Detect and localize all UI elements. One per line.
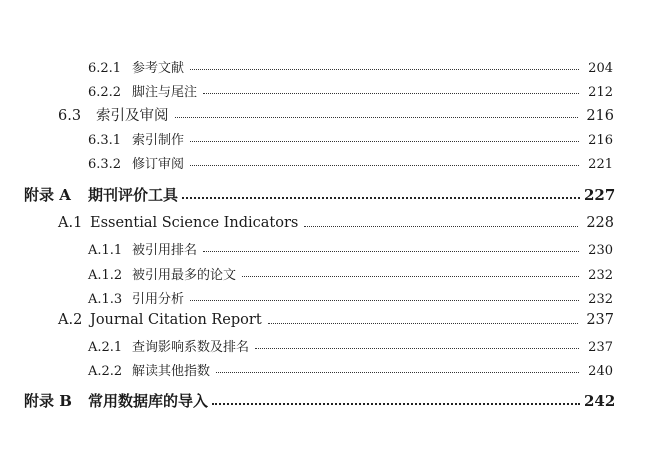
toc-title: 索引制作 bbox=[132, 133, 185, 148]
dot-leader bbox=[203, 251, 579, 252]
toc-entry-6-2-2 bbox=[88, 81, 613, 100]
toc-page-number: 237 bbox=[588, 340, 613, 355]
dot-leader bbox=[190, 165, 579, 166]
toc-title: 被引用排名 bbox=[132, 243, 198, 258]
toc-title: 期刊评价工具 bbox=[88, 186, 179, 204]
dot-leader bbox=[175, 117, 579, 118]
toc-page-number: 232 bbox=[588, 268, 613, 283]
toc-page-number: 237 bbox=[586, 312, 614, 328]
toc-number: A.2 bbox=[58, 312, 83, 328]
toc-number: A.1 bbox=[58, 215, 83, 231]
dot-leader bbox=[304, 226, 578, 227]
toc-entry-6-3-1 bbox=[88, 129, 613, 148]
toc-number: 6.2.2 bbox=[88, 85, 122, 100]
toc-entry-a-1-3 bbox=[88, 288, 613, 307]
dot-leader bbox=[216, 372, 579, 373]
toc-page-number: 228 bbox=[586, 215, 614, 231]
toc-page-number: 242 bbox=[584, 392, 616, 410]
toc-number: 附录 B bbox=[24, 392, 72, 410]
toc-page-number: 216 bbox=[586, 108, 614, 124]
toc-title: 常用数据库的导入 bbox=[88, 392, 209, 410]
toc-number: A.1.1 bbox=[88, 243, 123, 258]
toc-page-number: 204 bbox=[588, 61, 613, 76]
dot-leader bbox=[190, 300, 579, 301]
dot-leader bbox=[203, 93, 579, 94]
toc-entry-a-2 bbox=[58, 312, 614, 328]
toc-page-number: 232 bbox=[588, 292, 613, 307]
toc-entry-6-3 bbox=[58, 104, 614, 125]
dot-leader bbox=[182, 197, 580, 199]
toc-number: A.1.3 bbox=[88, 292, 123, 307]
toc-title: 参考文献 bbox=[132, 61, 185, 76]
toc-entry-6-2-1 bbox=[88, 57, 613, 76]
toc-title: 脚注与尾注 bbox=[132, 85, 198, 100]
toc-title: Journal Citation Report bbox=[90, 312, 262, 328]
toc-page-number: 216 bbox=[588, 133, 613, 148]
toc-appendix-b bbox=[24, 390, 614, 411]
toc-title: Essential Science Indicators bbox=[90, 215, 299, 231]
toc-appendix-a bbox=[24, 184, 614, 205]
dot-leader bbox=[190, 141, 579, 142]
toc-title: 修订审阅 bbox=[132, 157, 185, 172]
toc-number: 6.3.2 bbox=[88, 157, 122, 172]
toc-number: A.1.2 bbox=[88, 268, 123, 283]
toc-entry-a-2-2 bbox=[88, 360, 613, 379]
toc-page-number: 227 bbox=[584, 186, 616, 204]
toc-number: A.2.1 bbox=[88, 340, 123, 355]
toc-page-number: 212 bbox=[588, 85, 613, 100]
toc-entry-a-2-1 bbox=[88, 336, 613, 355]
toc-page-number: 240 bbox=[588, 364, 613, 379]
toc-number: 6.3.1 bbox=[88, 133, 122, 148]
toc-number: 附录 A bbox=[24, 186, 71, 204]
dot-leader bbox=[190, 69, 579, 70]
toc-number: 6.3 bbox=[58, 108, 82, 124]
toc-title: 被引用最多的论文 bbox=[132, 268, 237, 283]
toc-entry-a-1 bbox=[58, 215, 614, 231]
dot-leader bbox=[255, 348, 579, 349]
toc-entry-6-3-2 bbox=[88, 153, 613, 172]
toc-number: 6.2.1 bbox=[88, 61, 122, 76]
dot-leader bbox=[268, 323, 578, 324]
dot-leader bbox=[242, 276, 579, 277]
toc-title: 索引及审阅 bbox=[96, 108, 169, 124]
toc-title: 解读其他指数 bbox=[132, 364, 211, 379]
toc-page-number: 221 bbox=[588, 157, 613, 172]
dot-leader bbox=[212, 403, 580, 405]
toc-title: 查询影响系数及排名 bbox=[132, 340, 250, 355]
toc-entry-a-1-1 bbox=[88, 239, 613, 258]
toc-title: 引用分析 bbox=[132, 292, 185, 307]
toc-number: A.2.2 bbox=[88, 364, 123, 379]
toc-page-number: 230 bbox=[588, 243, 613, 258]
toc-entry-a-1-2 bbox=[88, 264, 613, 283]
